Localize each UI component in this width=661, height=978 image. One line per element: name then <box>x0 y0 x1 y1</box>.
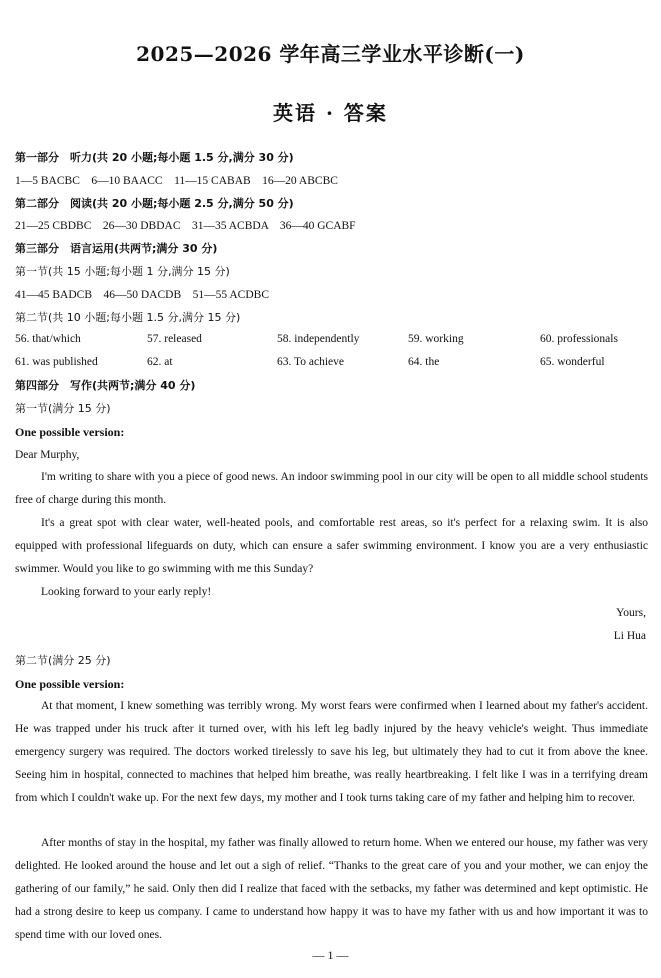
answer-cell: 60. professionals <box>540 333 618 345</box>
story-paragraph: After months of stay in the hospital, my father was finally allowed to return home. When we entered our house, my father was very delighted. He looked around the house and let out a sigh of relief. “Thanks to the great care of you and your mother, we can enjoy the gathering of our family,” he said. Only then did I realize that faced with the setbacks, my father was determined and kept optimistic. He had a strong desire to keep us company. I came to understand how happy it was to have my father with us and how important it was to spend time with our loved ones. <box>15 837 648 941</box>
page-number: — 1 — <box>312 948 349 962</box>
part3-heading: 第三部分 语言运用(共两节;满分 30 分) <box>15 242 218 255</box>
part1-heading: 第一部分 听力(共 20 小题;每小题 1.5 分,满分 30 分) <box>15 151 294 164</box>
answer-cell: 64. the <box>408 356 440 368</box>
answer-cell: 65. wonderful <box>540 356 605 368</box>
part1-answers: 1—5 BACBC 6—10 BAACC 11—15 CABAB 16—20 ABCBC <box>15 175 338 187</box>
version-label: One possible version: <box>15 425 125 439</box>
part3-section2-heading: 第二节(共 10 小题;每小题 1.5 分,满分 15 分) <box>15 311 241 324</box>
answer-cell: 62. at <box>147 356 173 368</box>
answer-cell: 63. To achieve <box>277 356 345 368</box>
answer-row <box>15 333 655 349</box>
letter-paragraph: I'm writing to share with you a piece of good news. An indoor swimming pool in our city will be open to all middle school students free of charge during this month. <box>15 471 648 506</box>
letter-closing: Yours, <box>616 607 646 619</box>
part4-heading: 第四部分 写作(共两节;满分 40 分) <box>15 379 196 392</box>
answer-cell: 56. that/which <box>15 333 81 345</box>
part2-heading: 第二部分 阅读(共 20 小题;每小题 2.5 分,满分 50 分) <box>15 197 294 210</box>
part2-answers: 21—25 CBDBC 26—30 DBDAC 31—35 ACBDA 36—40 GCABF <box>15 220 356 232</box>
part4-section2-heading: 第二节(满分 25 分) <box>15 654 111 667</box>
part4-section1-heading: 第一节(满分 15 分) <box>15 402 111 415</box>
part3-section1-heading: 第一节(共 15 小题;每小题 1 分,满分 15 分) <box>15 265 230 278</box>
answer-cell: 57. released <box>147 333 202 345</box>
version-label: One possible version: <box>15 677 125 691</box>
answer-cell: 61. was published <box>15 356 98 368</box>
letter-paragraph: It's a great spot with clear water, well-heated pools, and comfortable rest areas, so it's perfect for a relaxing swim. It is also equipped with professional lifeguards on duty, which can ensure a safer swimming environment. I know you are a very enthusiastic swimmer. Would you like to go swimming with me this Sunday? <box>15 517 648 575</box>
answer-cell: 58. independently <box>277 333 360 345</box>
answer-cell: 59. working <box>408 333 464 345</box>
letter-paragraph: Looking forward to your early reply! <box>41 586 212 598</box>
document-subtitle: 英语 · 答案 <box>273 101 388 125</box>
letter-signature: Li Hua <box>613 630 646 642</box>
part3-section1-answers: 41—45 BADCB 46—50 DACDB 51—55 ACDBC <box>15 289 269 301</box>
letter-greeting: Dear Murphy, <box>15 449 80 461</box>
answer-row <box>15 356 655 372</box>
story-paragraph: At that moment, I knew something was terribly wrong. My worst fears were confirmed when I learned about my father's accident. He was trapped under his truck after it turned over, with his left leg badly injured by the heavy vehicle's weight. Thus immediate emergency surgery was required. The doctors worked tirelessly to save his leg, but ultimately they had to cut it from above the knee. Seeing him in hospital, connected to machines that helped him breathe, was really heartbreaking. I felt like I was in a terrifying dream from which I couldn't wake up. For the next few days, my mother and I took turns taking care of my father and helping him to recover. <box>15 700 648 804</box>
document-title: 2025—2026 学年高三学业水平诊断(一) <box>136 42 525 66</box>
